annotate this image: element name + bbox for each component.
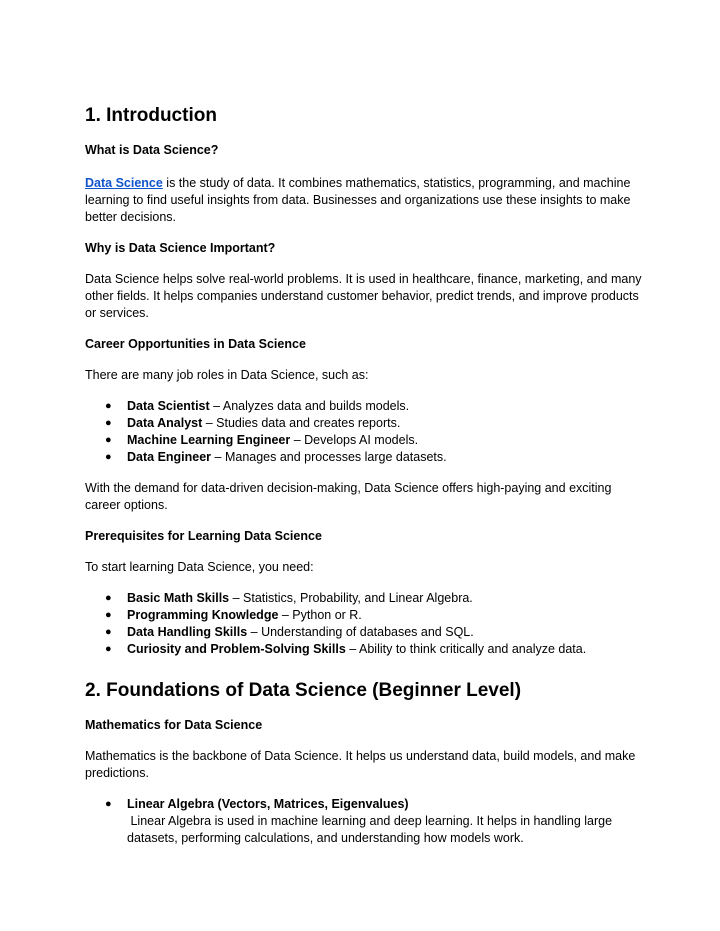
prereq-desc: – Understanding of databases and SQL.: [247, 625, 474, 639]
career-outro: With the demand for data-driven decision-making, Data Science offers high-paying and exciting career options.: [85, 481, 612, 512]
career-intro: There are many job roles in Data Science, such as:: [85, 368, 369, 382]
bullet-icon: ●: [105, 643, 112, 655]
list-item: [85, 641, 645, 658]
bullet-icon: ●: [105, 400, 112, 412]
what-is-paragraph: [85, 175, 645, 226]
topics-list: [85, 796, 645, 847]
topic-desc: Linear Algebra is used in machine learning and deep learning. It helps in handling large datasets, performing calculations, and understanding how models work.: [127, 814, 616, 845]
what-is-heading: What is Data Science?: [85, 143, 219, 157]
bullet-icon: ●: [105, 434, 112, 446]
role-name: Data Scientist: [127, 399, 210, 413]
bullet-icon: ●: [105, 451, 112, 463]
prereq-desc: – Statistics, Probability, and Linear Algebra.: [229, 591, 473, 605]
role-name: Data Analyst: [127, 416, 203, 430]
role-name: Machine Learning Engineer: [127, 433, 291, 447]
prereq-name: Basic Math Skills: [127, 591, 230, 605]
list-item: [85, 398, 645, 415]
bullet-icon: ●: [105, 798, 112, 810]
role-desc: – Manages and processes large datasets.: [211, 450, 447, 464]
bullet-icon: ●: [105, 417, 112, 429]
bullet-icon: ●: [105, 609, 112, 621]
role-name: Data Engineer: [127, 450, 212, 464]
math-paragraph: Mathematics is the backbone of Data Science. It helps us understand data, build models, and make predictions.: [85, 749, 636, 780]
list-item: [85, 796, 645, 847]
career-heading: Career Opportunities in Data Science: [85, 337, 306, 351]
what-is-text: is the study of data. It combines mathematics, statistics, programming, and machine learning to find useful insights from data. Businesses and organizations use these insights to make better decisions.: [85, 176, 631, 224]
prereq-name: Data Handling Skills: [127, 625, 248, 639]
section-2-title: 2. Foundations of Data Science (Beginner Level): [85, 680, 522, 701]
math-heading: Mathematics for Data Science: [85, 718, 263, 732]
prereq-name: Curiosity and Problem-Solving Skills: [127, 642, 346, 656]
prereq-intro: To start learning Data Science, you need:: [85, 560, 314, 574]
prereq-heading: Prerequisites for Learning Data Science: [85, 529, 322, 543]
list-item: [85, 432, 645, 449]
list-item: [85, 449, 645, 466]
bullet-icon: ●: [105, 626, 112, 638]
prereq-desc: – Python or R.: [278, 608, 362, 622]
why-heading: Why is Data Science Important?: [85, 241, 276, 255]
list-item: [85, 607, 645, 624]
topic-name: Linear Algebra (Vectors, Matrices, Eigenvalues): [127, 797, 409, 811]
list-item: [85, 415, 645, 432]
role-desc: – Analyzes data and builds models.: [209, 399, 410, 413]
document-content: [85, 103, 645, 847]
role-desc: – Develops AI models.: [290, 433, 419, 447]
bullet-icon: ●: [105, 592, 112, 604]
list-item: [85, 590, 645, 607]
list-item: [85, 624, 645, 641]
prereq-desc: – Ability to think critically and analyze data.: [345, 642, 587, 656]
prereq-name: Programming Knowledge: [127, 608, 279, 622]
data-science-link[interactable]: Data Science: [85, 176, 163, 190]
section-1-title: 1. Introduction: [85, 105, 217, 126]
prereq-list: [85, 590, 645, 658]
roles-list: [85, 398, 645, 466]
role-desc: – Studies data and creates reports.: [202, 416, 401, 430]
why-paragraph: Data Science helps solve real-world problems. It is used in healthcare, finance, marketing, and many other fields. It helps companies understand customer behavior, predict trends, and improve products or services.: [85, 272, 642, 320]
